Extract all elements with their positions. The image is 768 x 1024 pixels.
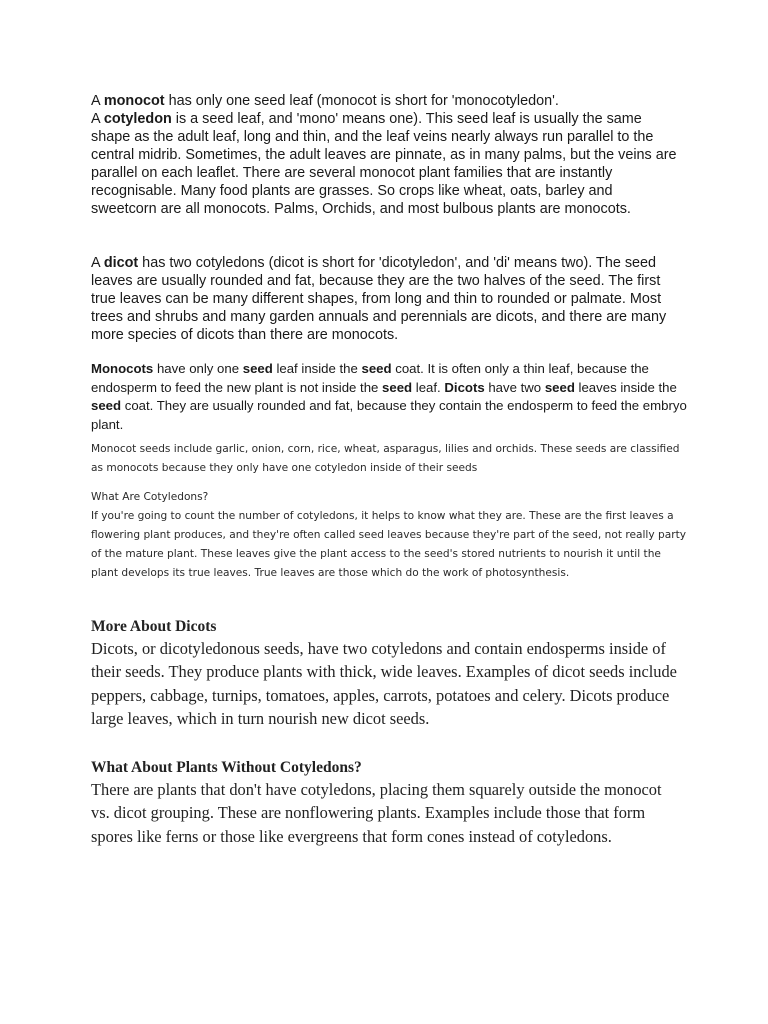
seed-text: coat. They are usually rounded and fat, because they contain the endosperm to feed the embryo plant. [91, 398, 687, 432]
dicots-term: Dicots [444, 379, 485, 395]
seed-term: seed [361, 361, 392, 376]
seed-text: leaf inside the [272, 361, 362, 376]
cotyledons-section [91, 488, 691, 583]
more-dicots-section [91, 616, 681, 731]
monocot-term: monocot [103, 93, 165, 109]
dicot-term: dicot [103, 255, 139, 271]
without-cotyledons-section [91, 757, 681, 848]
seed-term: seed [91, 398, 122, 413]
cotyledons-heading: What Are Cotyledons? [91, 491, 209, 503]
cotyledon-term: cotyledon [103, 111, 172, 127]
seed-comparison-section [91, 360, 691, 434]
cotyledon-definition [91, 110, 681, 218]
seed-text: have two [484, 379, 545, 395]
monocots-term: Monocots [91, 361, 154, 376]
without-cotyledons-heading: What About Plants Without Cotyledons? [91, 759, 362, 776]
dicot-post: has two cotyledons (dicot is short for 'dicotyledon', and 'di' means two). The seed leaves are usually rounded and fat, because they are the two halves of the seed. The first true leaves can be many different shapes, from long and thin to rounded or palmate. Most trees and shrubs and many garden annuals and perennials are dicots, and there are many more species of dicots than there are monocots. [91, 255, 667, 343]
dicot-section [91, 254, 681, 344]
cotyledon-pre: A [91, 111, 104, 127]
monocot-definition [91, 92, 681, 110]
cotyledon-post: is a seed leaf, and 'mono' means one). This seed leaf is usually the same shape as the adult leaf, long and thin, and the leaf veins nearly always run parallel to the central midrib. Sometimes, the adult leaves are pinnate, as in many palms, but the veins are parallel on each leaflet. There are several monocot plant families that are instantly recognisable. Many food plants are grasses. So crops like wheat, oats, barley and sweetcorn are all monocots. Palms, Orchids, and most bulbous plants are monocots. [91, 111, 677, 217]
seed-text: leaf. [412, 379, 445, 395]
cotyledons-paragraph: If you're going to count the number of cotyledons, it helps to know what they are. These are the first leaves a flowering plant produces, and they're often called seed leaves because they're part of the seed, not really party of the mature plant. These leaves give the plant access to the seed's stored nutrients to nourish it until the plant develops its true leaves. True leaves are those which do the work of photosynthesis. [91, 509, 686, 579]
seed-comparison-paragraph [91, 360, 691, 434]
monocot-section [91, 92, 681, 218]
without-cotyledons-paragraph: There are plants that don't have cotyledons, placing them squarely outside the monocot vs. dicot grouping. These are nonflowering plants. Examples include those that form spores like ferns or those like evergreens that form cones instead of cotyledons. [91, 780, 662, 846]
seed-text: coat. It is often only a thin leaf, because the endosperm to feed the new plant is not inside the [91, 361, 649, 395]
seed-text: have only one [153, 361, 243, 376]
seed-term: seed [544, 379, 575, 395]
monocot-seeds-paragraph: Monocot seeds include garlic, onion, corn, rice, wheat, asparagus, lilies and orchids. These seeds are classified as monocots because they only have one cotyledon inside of their seeds [91, 443, 680, 474]
seed-term: seed [382, 379, 413, 395]
monocot-pre: A [91, 93, 104, 109]
seed-term: seed [242, 361, 273, 376]
monocot-seeds-section [91, 440, 691, 478]
dicot-pre: A [91, 255, 104, 271]
dicot-definition [91, 254, 681, 344]
seed-text: leaves inside the [574, 379, 677, 395]
more-dicots-heading: More About Dicots [91, 618, 217, 635]
monocot-post: has only one seed leaf (monocot is short for 'monocotyledon'. [164, 93, 559, 109]
more-dicots-paragraph: Dicots, or dicotyledonous seeds, have two cotyledons and contain endosperms inside of their seeds. They produce plants with thick, wide leaves. Examples of dicot seeds include peppers, cabbage, turnips, tomatoes, apples, carrots, potatoes and celery. Dicots produce large leaves, which in turn nourish new dicot seeds. [91, 639, 677, 729]
